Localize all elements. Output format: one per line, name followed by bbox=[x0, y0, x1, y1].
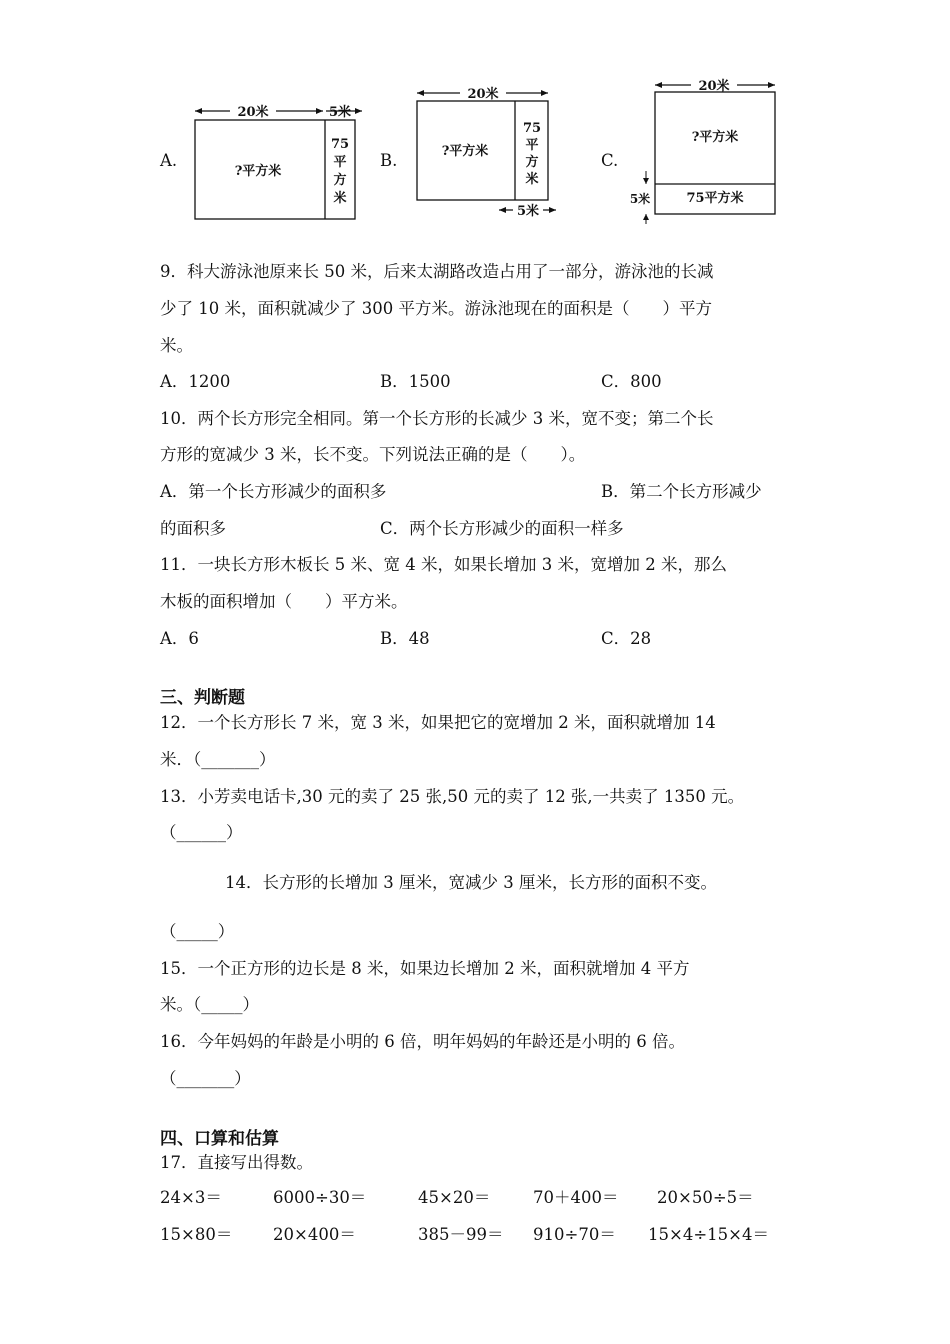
q17-r2-c1: 15×80＝ bbox=[160, 1225, 233, 1244]
q10-line-2: 方形的宽减少 3 米，长不变。下列说法正确的是（ ）。 bbox=[160, 445, 586, 464]
q17-r1-c4: 70＋400＝ bbox=[533, 1188, 619, 1207]
q9-line-2: 少了 10 米，面积就减少了 300 平方米。游泳池现在的面积是（ ）平方 bbox=[160, 299, 712, 318]
fig-c-small-area: 75平方米 bbox=[686, 191, 744, 206]
q15-line-2: 米。（_____） bbox=[160, 995, 259, 1014]
q9-line-1: 9．科大游泳池原来长 50 米，后来太湖路改造占用了一部分，游泳池的长减 bbox=[160, 262, 714, 281]
fig-b-top-len: 20米 bbox=[467, 87, 499, 102]
fig-a-unit-3: 米 bbox=[333, 191, 347, 206]
q17-r2-c5: 15×4÷15×4＝ bbox=[648, 1225, 769, 1244]
figure-c bbox=[624, 74, 784, 224]
q13-line-1: 13．小芳卖电话卡,30 元的卖了 25 张,50 元的卖了 12 张,一共卖了 1350 元。 bbox=[160, 787, 745, 806]
q16-line-1: 16．今年妈妈的年龄是小明的 6 倍，明年妈妈的年龄还是小明的 6 倍。 bbox=[160, 1032, 685, 1051]
q10-option-c: C．两个长方形减少的面积一样多 bbox=[380, 519, 624, 538]
q15-line-1: 15．一个正方形的边长是 8 米，如果边长增加 2 米，面积就增加 4 平方 bbox=[160, 959, 690, 978]
q9-option-a: A．1200 bbox=[160, 372, 231, 391]
q9-line-3: 米。 bbox=[160, 336, 193, 355]
q17-r1-c1: 24×3＝ bbox=[160, 1188, 222, 1207]
q9-option-c: C．800 bbox=[601, 372, 662, 391]
q10-option-a: A．第一个长方形减少的面积多 bbox=[160, 482, 387, 501]
fig-b-big-area: ?平方米 bbox=[441, 144, 489, 159]
q16-line-2: （_______） bbox=[160, 1069, 251, 1088]
figure-a bbox=[190, 98, 370, 226]
fig-c-label: C. bbox=[601, 151, 619, 170]
q17-r2-c4: 910÷70＝ bbox=[533, 1225, 616, 1244]
section-3-heading: 三、判断题 bbox=[160, 688, 245, 708]
q11-option-a: A．6 bbox=[160, 629, 199, 648]
q14-line-2: （_____） bbox=[160, 922, 235, 941]
q17-r1-c5: 20×50÷5＝ bbox=[657, 1188, 754, 1207]
q11-option-c: C．28 bbox=[601, 629, 652, 648]
fig-b-label: B. bbox=[380, 151, 398, 170]
fig-a-unit-1: 平 bbox=[333, 155, 347, 170]
q12-line-2: 米．（_______） bbox=[160, 750, 276, 769]
q17-title: 17．直接写出得数。 bbox=[160, 1153, 313, 1172]
q17-r1-c2: 6000÷30＝ bbox=[273, 1188, 367, 1207]
fig-b-unit-2: 方 bbox=[525, 155, 539, 170]
q14-line-1: 14．长方形的长增加 3 厘米，宽减少 3 厘米，长方形的面积不变。 bbox=[225, 873, 717, 892]
q10-option-b-cont: 的面积多 bbox=[160, 519, 226, 538]
q11-line-2: 木板的面积增加（ ）平方米。 bbox=[160, 592, 408, 611]
q17-r1-c3: 45×20＝ bbox=[418, 1188, 491, 1207]
fig-a-small-num: 75 bbox=[330, 137, 350, 152]
fig-c-big-area: ?平方米 bbox=[691, 130, 739, 145]
q17-r2-c2: 20×400＝ bbox=[273, 1225, 356, 1244]
fig-b-side-len: 5米 bbox=[516, 204, 540, 219]
fig-c-top-len: 20米 bbox=[698, 79, 730, 94]
q9-option-b: B．1500 bbox=[380, 372, 451, 391]
fig-a-top-len: 20米 bbox=[237, 105, 269, 120]
fig-a-label: A. bbox=[160, 151, 178, 170]
q17-r2-c3: 385－99＝ bbox=[418, 1225, 504, 1244]
figure-b bbox=[412, 82, 562, 222]
fig-a-side-len: 5米 bbox=[328, 105, 352, 120]
q10-option-b: B．第二个长方形减少 bbox=[601, 482, 762, 501]
section-4-heading: 四、口算和估算 bbox=[160, 1129, 279, 1149]
q13-line-2: （______） bbox=[160, 823, 243, 842]
q12-line-1: 12．一个长方形长 7 米，宽 3 米，如果把它的宽增加 2 米，面积就增加 14 bbox=[160, 713, 716, 732]
fig-b-small-num: 75 bbox=[522, 121, 542, 136]
fig-b-unit-3: 米 bbox=[525, 172, 539, 187]
fig-c-side-len: 5米 bbox=[629, 192, 651, 206]
fig-a-big-area: ?平方米 bbox=[234, 164, 282, 179]
fig-b-unit-1: 平 bbox=[525, 138, 539, 153]
q10-line-1: 10．两个长方形完全相同。第一个长方形的长减少 3 米，宽不变；第二个长 bbox=[160, 409, 714, 428]
q11-option-b: B．48 bbox=[380, 629, 430, 648]
q11-line-1: 11．一块长方形木板长 5 米、宽 4 米，如果长增加 3 米，宽增加 2 米，那么 bbox=[160, 555, 727, 574]
fig-a-unit-2: 方 bbox=[333, 173, 347, 188]
